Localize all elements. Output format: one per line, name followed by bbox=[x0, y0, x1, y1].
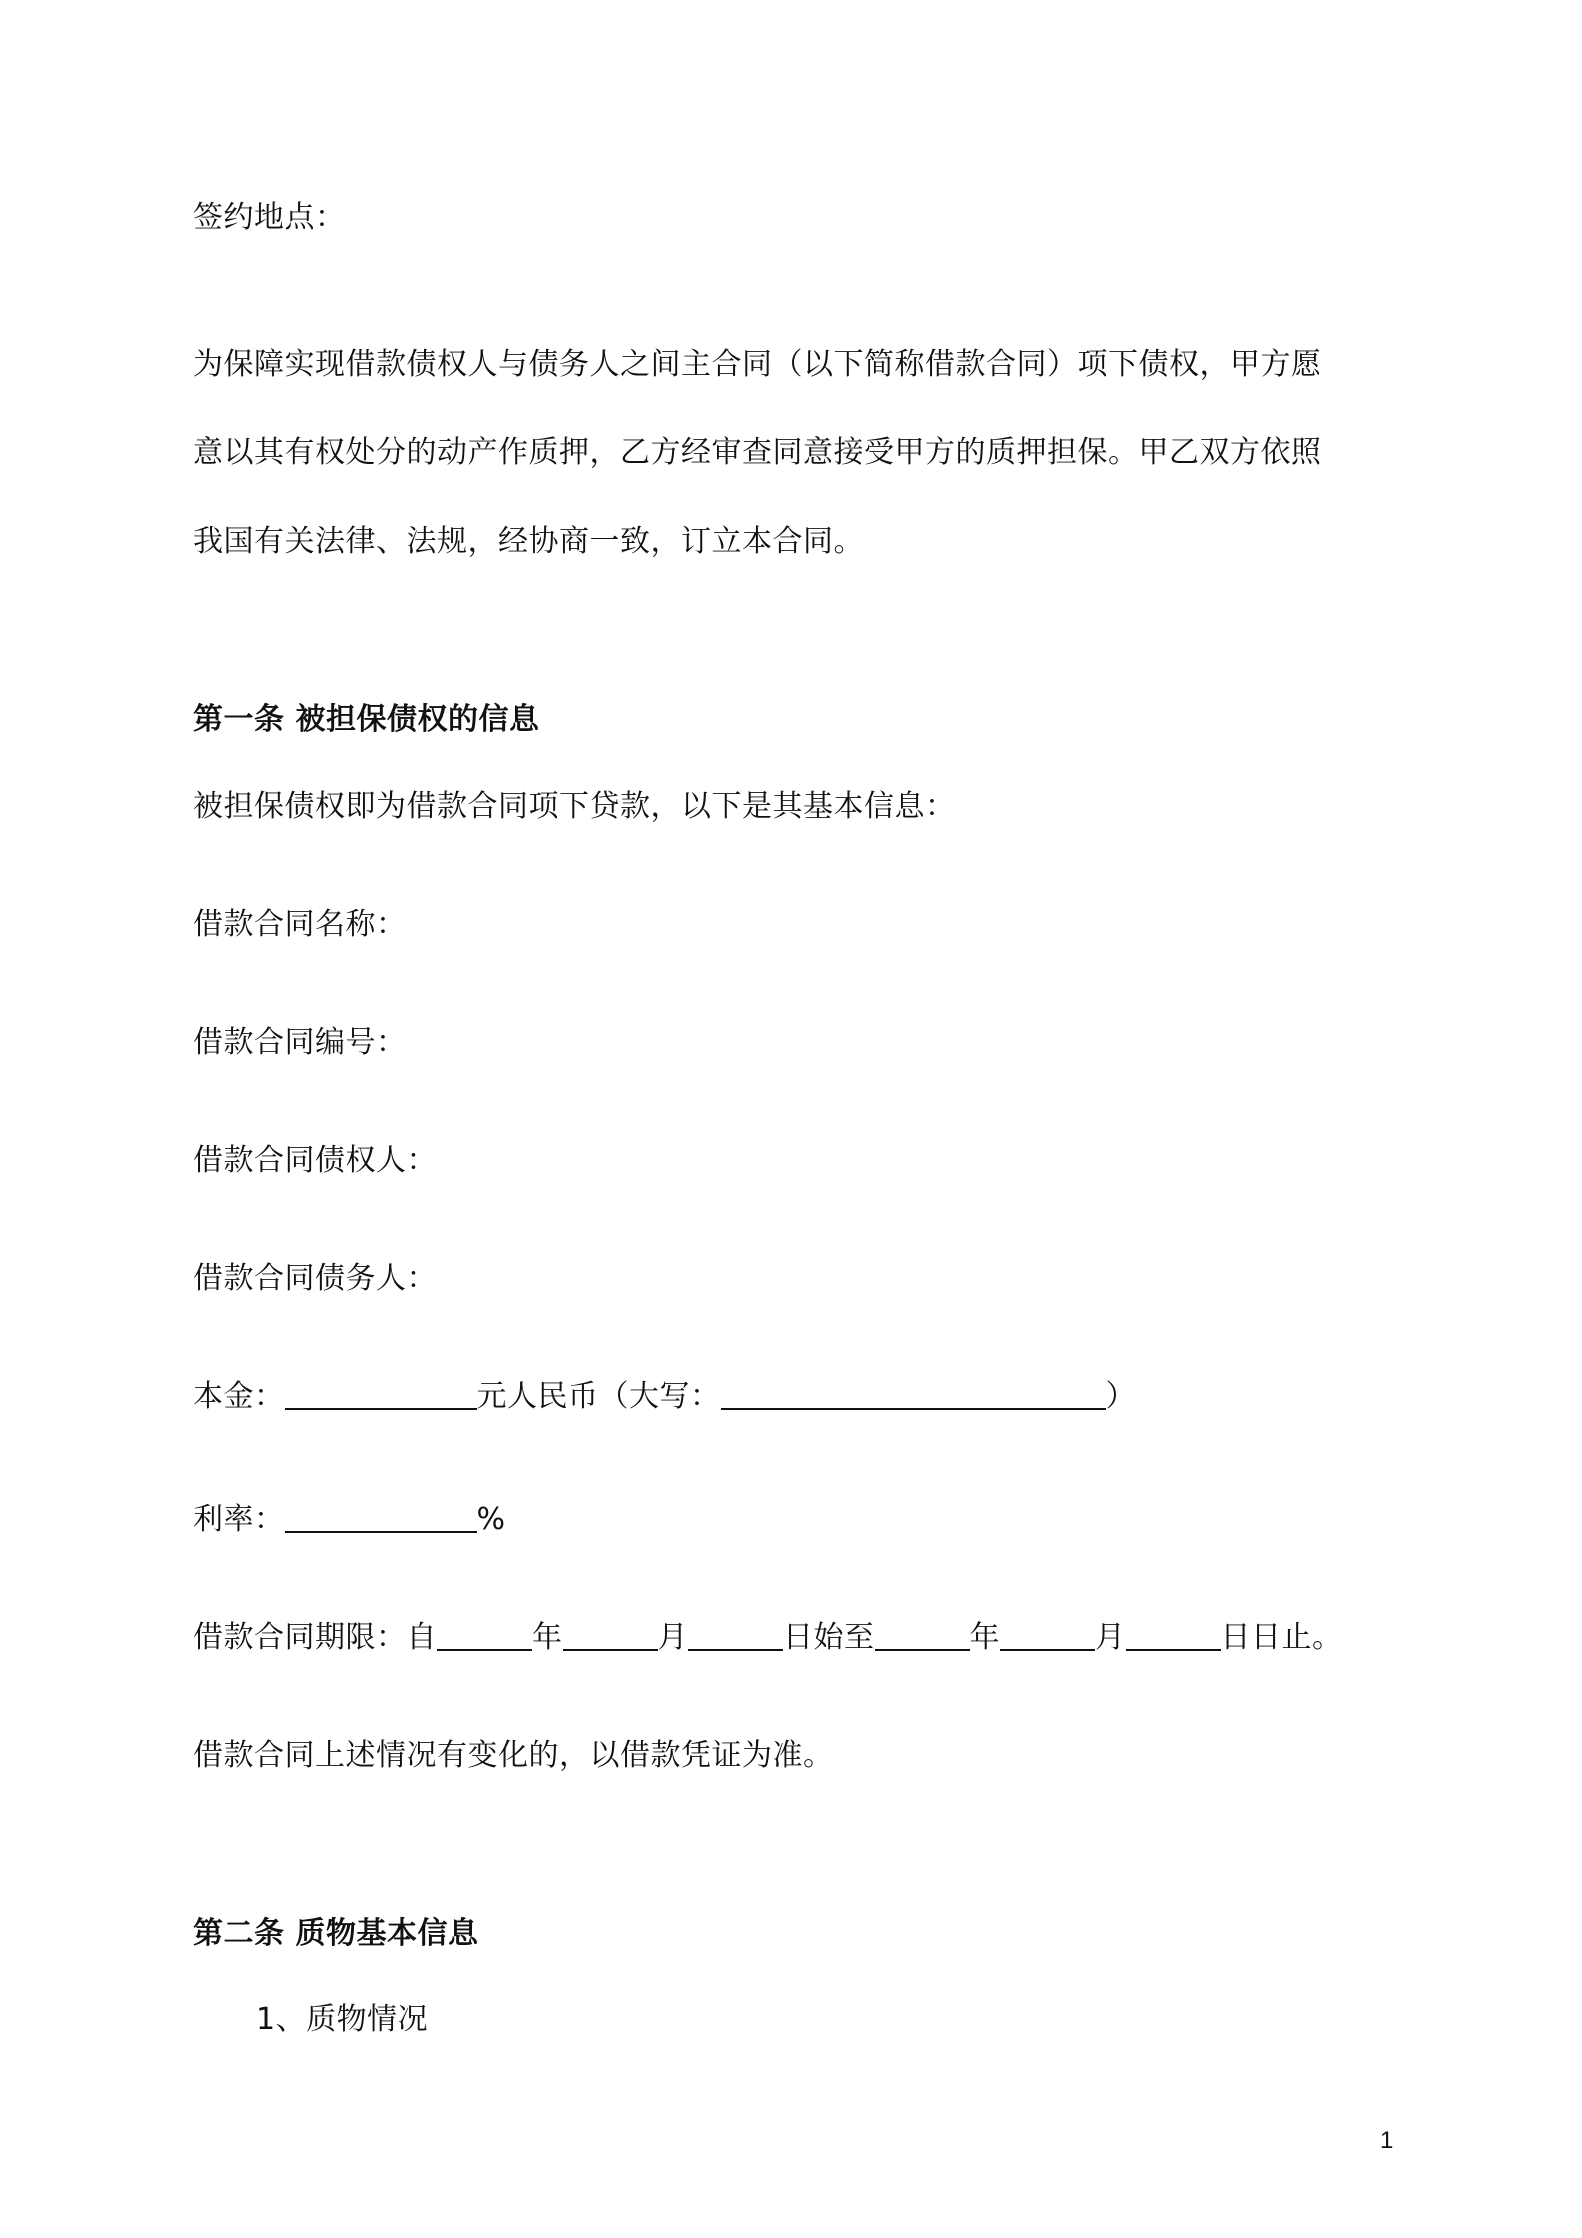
intro-line-3: 我国有关法律、法规，经协商一致，订立本合同。 bbox=[193, 524, 864, 559]
start-month-label: 月 bbox=[657, 1620, 688, 1655]
interest-label: 利率： bbox=[193, 1502, 285, 1537]
signing-place-label: 签约地点： bbox=[193, 200, 346, 235]
interest-line bbox=[193, 1500, 506, 1540]
principal-amount-blank[interactable] bbox=[285, 1380, 477, 1410]
start-year-blank[interactable] bbox=[437, 1621, 532, 1651]
end-day-label: 日日止。 bbox=[1220, 1620, 1343, 1655]
article-2-item-1: 1、质物情况 bbox=[256, 2002, 429, 2037]
start-day-blank[interactable] bbox=[688, 1621, 783, 1651]
start-year-label: 年 bbox=[532, 1620, 563, 1655]
end-year-blank[interactable] bbox=[875, 1621, 970, 1651]
term-label: 借款合同期限：自 bbox=[193, 1620, 437, 1655]
end-month-label: 月 bbox=[1095, 1620, 1126, 1655]
intro-line-2: 意以其有权处分的动产作质押，乙方经审查同意接受甲方的质押担保。甲乙双方依照 bbox=[193, 435, 1322, 470]
principal-capital-blank[interactable] bbox=[721, 1380, 1106, 1410]
page-number: 1 bbox=[1380, 2127, 1394, 2154]
intro-line-1: 为保障实现借款债权人与债务人之间主合同（以下简称借款合同）项下债权，甲方愿 bbox=[193, 347, 1322, 382]
interest-unit: % bbox=[476, 1502, 506, 1537]
start-day-label: 日始至 bbox=[783, 1620, 875, 1655]
debtor-label: 借款合同债务人： bbox=[193, 1261, 437, 1296]
end-day-blank[interactable] bbox=[1126, 1621, 1221, 1651]
start-month-blank[interactable] bbox=[563, 1621, 658, 1651]
principal-close-paren: ） bbox=[1105, 1379, 1136, 1414]
article-1-note: 借款合同上述情况有变化的，以借款凭证为准。 bbox=[193, 1738, 834, 1773]
article-1-intro: 被担保债权即为借款合同项下贷款，以下是其基本信息： bbox=[193, 789, 956, 824]
end-month-blank[interactable] bbox=[1000, 1621, 1095, 1651]
contract-name-label: 借款合同名称： bbox=[193, 907, 407, 942]
principal-currency-text: 元人民币（大写： bbox=[476, 1379, 721, 1414]
end-year-label: 年 bbox=[969, 1620, 1000, 1655]
interest-rate-blank[interactable] bbox=[285, 1503, 477, 1533]
principal-line bbox=[193, 1377, 1136, 1417]
creditor-label: 借款合同债权人： bbox=[193, 1143, 437, 1178]
contract-number-label: 借款合同编号： bbox=[193, 1025, 407, 1060]
term-line bbox=[193, 1618, 1343, 1658]
article-1-title: 第一条 被担保债权的信息 bbox=[193, 702, 540, 737]
article-2-title: 第二条 质物基本信息 bbox=[193, 1916, 479, 1951]
principal-label: 本金： bbox=[193, 1379, 285, 1414]
